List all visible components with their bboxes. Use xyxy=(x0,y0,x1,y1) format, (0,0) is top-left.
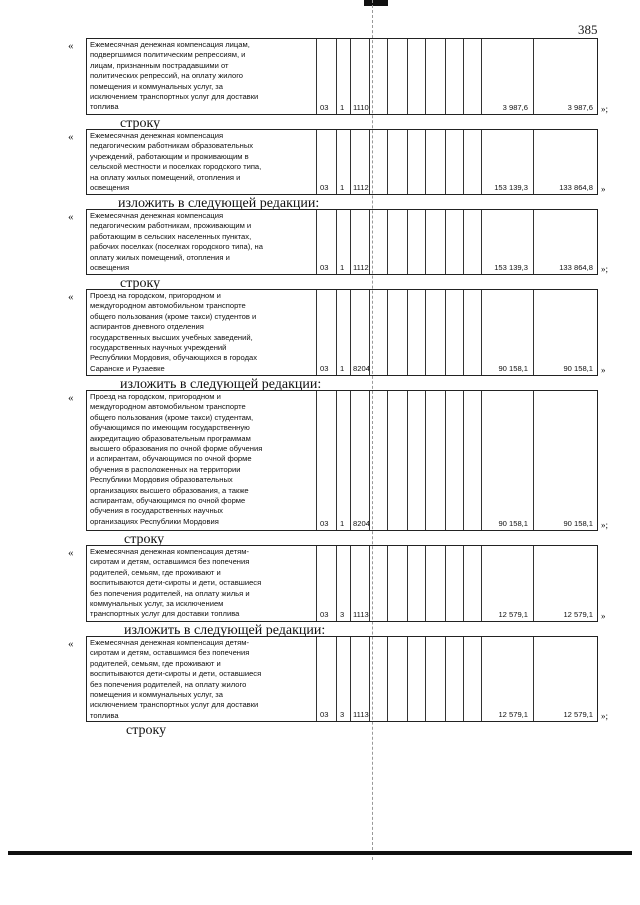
table-row xyxy=(86,209,598,275)
open-quote: « xyxy=(68,638,74,650)
separator-text: строку xyxy=(124,532,165,547)
scan-mark xyxy=(364,0,388,6)
open-quote: « xyxy=(68,392,74,404)
table-row xyxy=(86,38,598,115)
amount-1: 3 987,6 xyxy=(502,103,528,112)
separator-text: изложить в следующей редакции: xyxy=(120,377,322,392)
subsection-code: 3 xyxy=(340,610,345,619)
separator-text: строку xyxy=(120,276,161,291)
section-code: 03 xyxy=(320,364,329,373)
section-code: 03 xyxy=(320,103,329,112)
amount-1: 90 158,1 xyxy=(498,364,528,373)
subsection-code: 1 xyxy=(340,183,345,192)
separator-text: строку xyxy=(120,116,161,131)
table-row xyxy=(86,636,598,722)
row-description: Ежемесячная денежная компенсация детям- сиротам и детям, оставшимся без попечения родителей, семьям, где проживают и воспитываются дети-сироты и дети, оставшиеся без попечения родителей, на оплату жилого помещения и коммунальных услуг, за исключением транспортных услуг для доставки топлива xyxy=(90,638,262,720)
amount-1: 153 139,3 xyxy=(494,263,528,272)
amount-1: 153 139,3 xyxy=(494,183,528,192)
table-row xyxy=(86,545,598,622)
target-code: 1110 xyxy=(353,103,369,112)
section-code: 03 xyxy=(320,183,329,192)
row-description: Ежемесячная денежная компенсация педагогическим работникам образовательных учреждений, работающим и проживающим в сельской местности и поселках городского типа, на оплату жилых помещений, отопления и освещения xyxy=(90,131,262,193)
separator-text: изложить в следующей редакции: xyxy=(124,623,326,638)
table-row xyxy=(86,289,598,376)
close-quote: » xyxy=(601,611,606,621)
section-code: 03 xyxy=(320,263,329,272)
subsection-code: 1 xyxy=(340,103,345,112)
table-row xyxy=(86,129,598,195)
amount-2: 12 579,1 xyxy=(563,610,593,619)
amount-1: 90 158,1 xyxy=(498,519,528,528)
separator-text: строку xyxy=(126,723,167,738)
row-description: Проезд на городском, пригородном и междугородном автомобильном транспорте общего пользования (кроме такси) студентам, обучающимся по имеющим государственную аккредитацию образовательным программам высшего образования по очной форме обучения и аспирантам, обучающимся по очной форме обучения в расположенных на территории Республики Мордовия образовательных организациях высшего образования, а также аспирантам, обучающимся по очной форме обучения в государственных научных организациях Республики Мордовия xyxy=(90,392,263,526)
amount-2: 90 158,1 xyxy=(563,519,593,528)
open-quote: « xyxy=(68,291,74,303)
target-code: 8204 xyxy=(353,519,370,528)
target-code: 8204 xyxy=(353,364,370,373)
target-code: 1112 xyxy=(353,263,369,272)
open-quote: « xyxy=(68,131,74,143)
row-description: Ежемесячная денежная компенсация педагогическим работникам, проживающим и работающим в сельских населенных пунктах, рабочих поселках (поселках городского типа), на оплату жилых помещений, отопления и освещения xyxy=(90,211,263,273)
page-number: 385 xyxy=(578,22,598,37)
amount-2: 133 864,8 xyxy=(559,183,593,192)
table-row xyxy=(86,390,598,531)
amount-2: 3 987,6 xyxy=(567,103,593,112)
amount-1: 12 579,1 xyxy=(498,610,528,619)
subsection-code: 1 xyxy=(340,263,345,272)
subsection-code: 1 xyxy=(340,519,345,528)
open-quote: « xyxy=(68,547,74,559)
target-code: 1113 xyxy=(353,710,369,719)
open-quote: « xyxy=(68,40,74,52)
close-quote: » xyxy=(601,365,606,375)
close-quote: » xyxy=(601,184,606,194)
amount-2: 12 579,1 xyxy=(563,710,593,719)
amount-2: 90 158,1 xyxy=(563,364,593,373)
section-code: 03 xyxy=(320,610,329,619)
row-description: Ежемесячная денежная компенсация лицам, подвергшимся политическим репрессиям, и лицам, признанным пострадавшими от политических репрессий, на оплату жилого помещения и коммунальных услуг, за исключением транспортных услуг для доставки топлива xyxy=(90,40,259,112)
amount-2: 133 864,8 xyxy=(559,263,593,272)
target-code: 1113 xyxy=(353,610,369,619)
close-quote: »; xyxy=(601,711,609,721)
separator-text: изложить в следующей редакции: xyxy=(118,196,320,211)
row-description: Ежемесячная денежная компенсация детям- сиротам и детям, оставшимся без попечения родителей, семьям, где проживают и воспитываются дети-сироты и дети, оставшиеся без попечения родителей, на оплату жилья и коммунальных услуг, за исключением транспортных услуг для доставки топлива xyxy=(90,547,262,619)
open-quote: « xyxy=(68,211,74,223)
page-bottom-bar xyxy=(8,851,632,855)
section-code: 03 xyxy=(320,519,329,528)
close-quote: »; xyxy=(601,520,609,530)
subsection-code: 1 xyxy=(340,364,345,373)
amount-1: 12 579,1 xyxy=(498,710,528,719)
section-code: 03 xyxy=(320,710,329,719)
subsection-code: 3 xyxy=(340,710,345,719)
target-code: 1112 xyxy=(353,183,369,192)
close-quote: »; xyxy=(601,104,609,114)
close-quote: »; xyxy=(601,264,609,274)
row-description: Проезд на городском, пригородном и междугородном автомобильном транспорте общего пользования (кроме такси) студентов и аспирантов дневного отделения государственных высших учебных заведений, государственных научных учреждений Республики Мордовия, обучающихся в городах Саранске и Рузаевке xyxy=(90,291,258,373)
